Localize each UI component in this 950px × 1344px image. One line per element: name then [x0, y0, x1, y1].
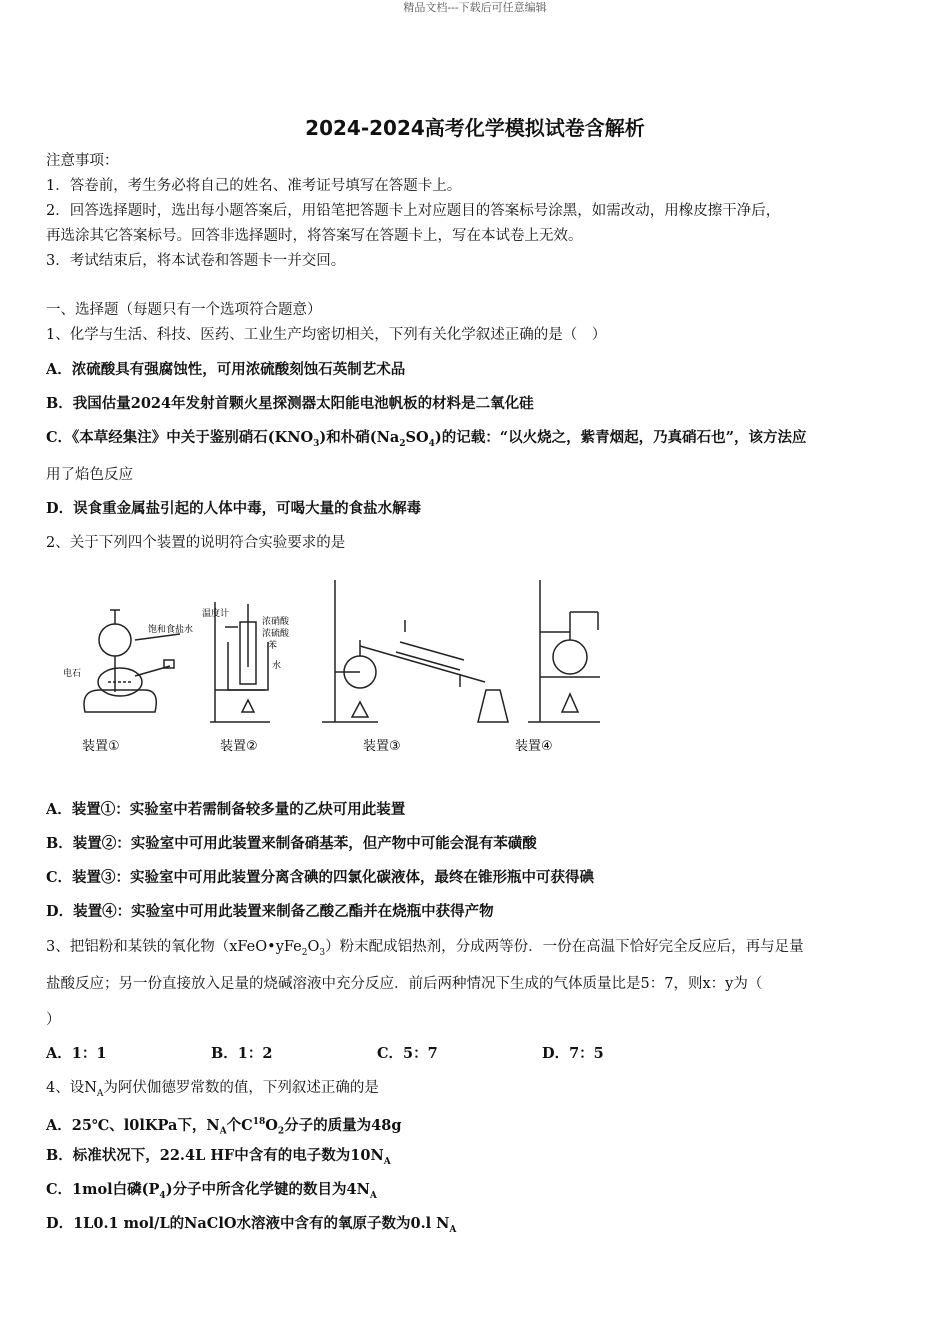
- apparatus-figure: [60, 572, 620, 762]
- apparatus-2-illustration: [210, 602, 270, 722]
- label-benzene: 苯: [268, 641, 278, 651]
- label-saturated-brine: 饱和食盐水: [148, 625, 194, 635]
- q1-option-c: C．《本草经集注》中关于鉴别硝石$(KNO_3)$和朴硝$(Na_2SO_4)$的记载：“以火烧之，紫青烟起，乃真硝石也”，该方法应: [46, 429, 807, 449]
- q3-option-a: A．1：1: [46, 1045, 107, 1062]
- q4-option-b: B．标准状况下，22.4L HF中含有的电子数为$10N_A$: [46, 1147, 391, 1167]
- notice-item-1: 1．答卷前，考生务必将自己的姓名、准考证号填写在答题卡上。: [46, 178, 462, 194]
- q1-option-c-cont: 用了焰色反应: [46, 467, 133, 483]
- q2-option-a: A．装置①：实验室中若需制备较多量的乙炔可用此装置: [46, 801, 406, 818]
- q4-option-d: D．1L0.1 mol/L的NaClO水溶液中含有的氧原子数为0.l $N_A$: [46, 1215, 457, 1235]
- q1-option-b: B．我国估量2024年发射首颗火星探测器太阳能电池帆板的材料是二氧化硅: [46, 395, 534, 412]
- section-heading: 一、选择题（每题只有一个选项符合题意）: [46, 302, 322, 318]
- apparatus-3-illustration: [322, 580, 508, 722]
- q4-option-c: C．1mol白磷$(P_4)$分子中所含化学键的数目为$4N_A$: [46, 1181, 377, 1201]
- q4-option-a: A．25℃、l0lKPa下，$N_A$个$C^{18}O_2$分子的质量为48g: [46, 1116, 402, 1137]
- q3-stem-line-1: 3、把铝粉和某铁的氧化物$(xFeO•yFe_2O_3)$粉末配成铝热剂，分成两等份．一份在高温下恰好完全反应后，再与足量: [46, 939, 804, 958]
- page-header: 精品文档---下载后可任意编辑: [403, 1, 547, 14]
- label-conc-sulfuric-acid: 浓硫酸: [262, 629, 290, 639]
- label-calcium-carbide: 电石: [63, 669, 82, 679]
- q2-stem: 2、关于下列四个装置的说明符合实验要求的是: [46, 535, 346, 551]
- caption-apparatus-3: 装置③: [363, 739, 401, 754]
- label-water: 水: [272, 661, 282, 671]
- q3-stem-line-3: ）: [46, 1012, 61, 1028]
- q1-option-a: A．浓硫酸具有强腐蚀性，可用浓硫酸刻蚀石英制艺术品: [46, 361, 406, 378]
- page-title: 2024-2024高考化学模拟试卷含解析: [305, 116, 645, 140]
- q3-stem-line-2: 盐酸反应；另一份直接放入足量的烧碱溶液中充分反应．前后两种情况下生成的气体质量比是5：7，则x：y为（: [46, 976, 763, 992]
- q2-option-d: D．装置④：实验室中可用此装置来制备乙酸乙酯并在烧瓶中获得产物: [46, 903, 494, 920]
- label-thermometer: 温度计: [202, 609, 230, 619]
- q1-stem: 1、化学与生活、科技、医药、工业生产均密切相关，下列有关化学叙述正确的是（ ）: [46, 327, 607, 343]
- caption-apparatus-2: 装置②: [220, 739, 258, 754]
- caption-apparatus-1: 装置①: [82, 739, 120, 754]
- label-conc-nitric-acid: 浓硝酸: [262, 617, 290, 627]
- q1-option-d: D．误食重金属盐引起的人体中毒，可喝大量的食盐水解毒: [46, 500, 422, 517]
- apparatus-4-illustration: [528, 580, 600, 722]
- q3-option-c: C．5：7: [377, 1045, 438, 1062]
- q3-option-b: B．1：2: [211, 1045, 273, 1062]
- caption-apparatus-4: 装置④: [515, 739, 553, 754]
- q3-option-d: D．7：5: [542, 1045, 604, 1062]
- notice-heading: 注意事项：: [46, 153, 119, 169]
- notice-item-2-cont: 再选涂其它答案标号。回答非选择题时，将答案写在答题卡上，写在本试卷上无效。: [46, 228, 583, 244]
- q2-option-c: C．装置③：实验室中可用此装置分离含碘的四氯化碳液体，最终在锥形瓶中可获得碘: [46, 869, 595, 886]
- q4-stem: 4、设$N_A$为阿伏伽德罗常数的值，下列叙述正确的是: [46, 1080, 379, 1099]
- notice-item-3: 3．考试结束后，将本试卷和答题卡一并交回。: [46, 253, 346, 269]
- q2-option-b: B．装置②：实验室中可用此装置来制备硝基苯，但产物中可能会混有苯磺酸: [46, 835, 537, 852]
- notice-item-2: 2．回答选择题时，选出每小题答案后，用铅笔把答题卡上对应题目的答案标号涂黑，如需改动，用橡皮擦干净后，: [46, 203, 781, 219]
